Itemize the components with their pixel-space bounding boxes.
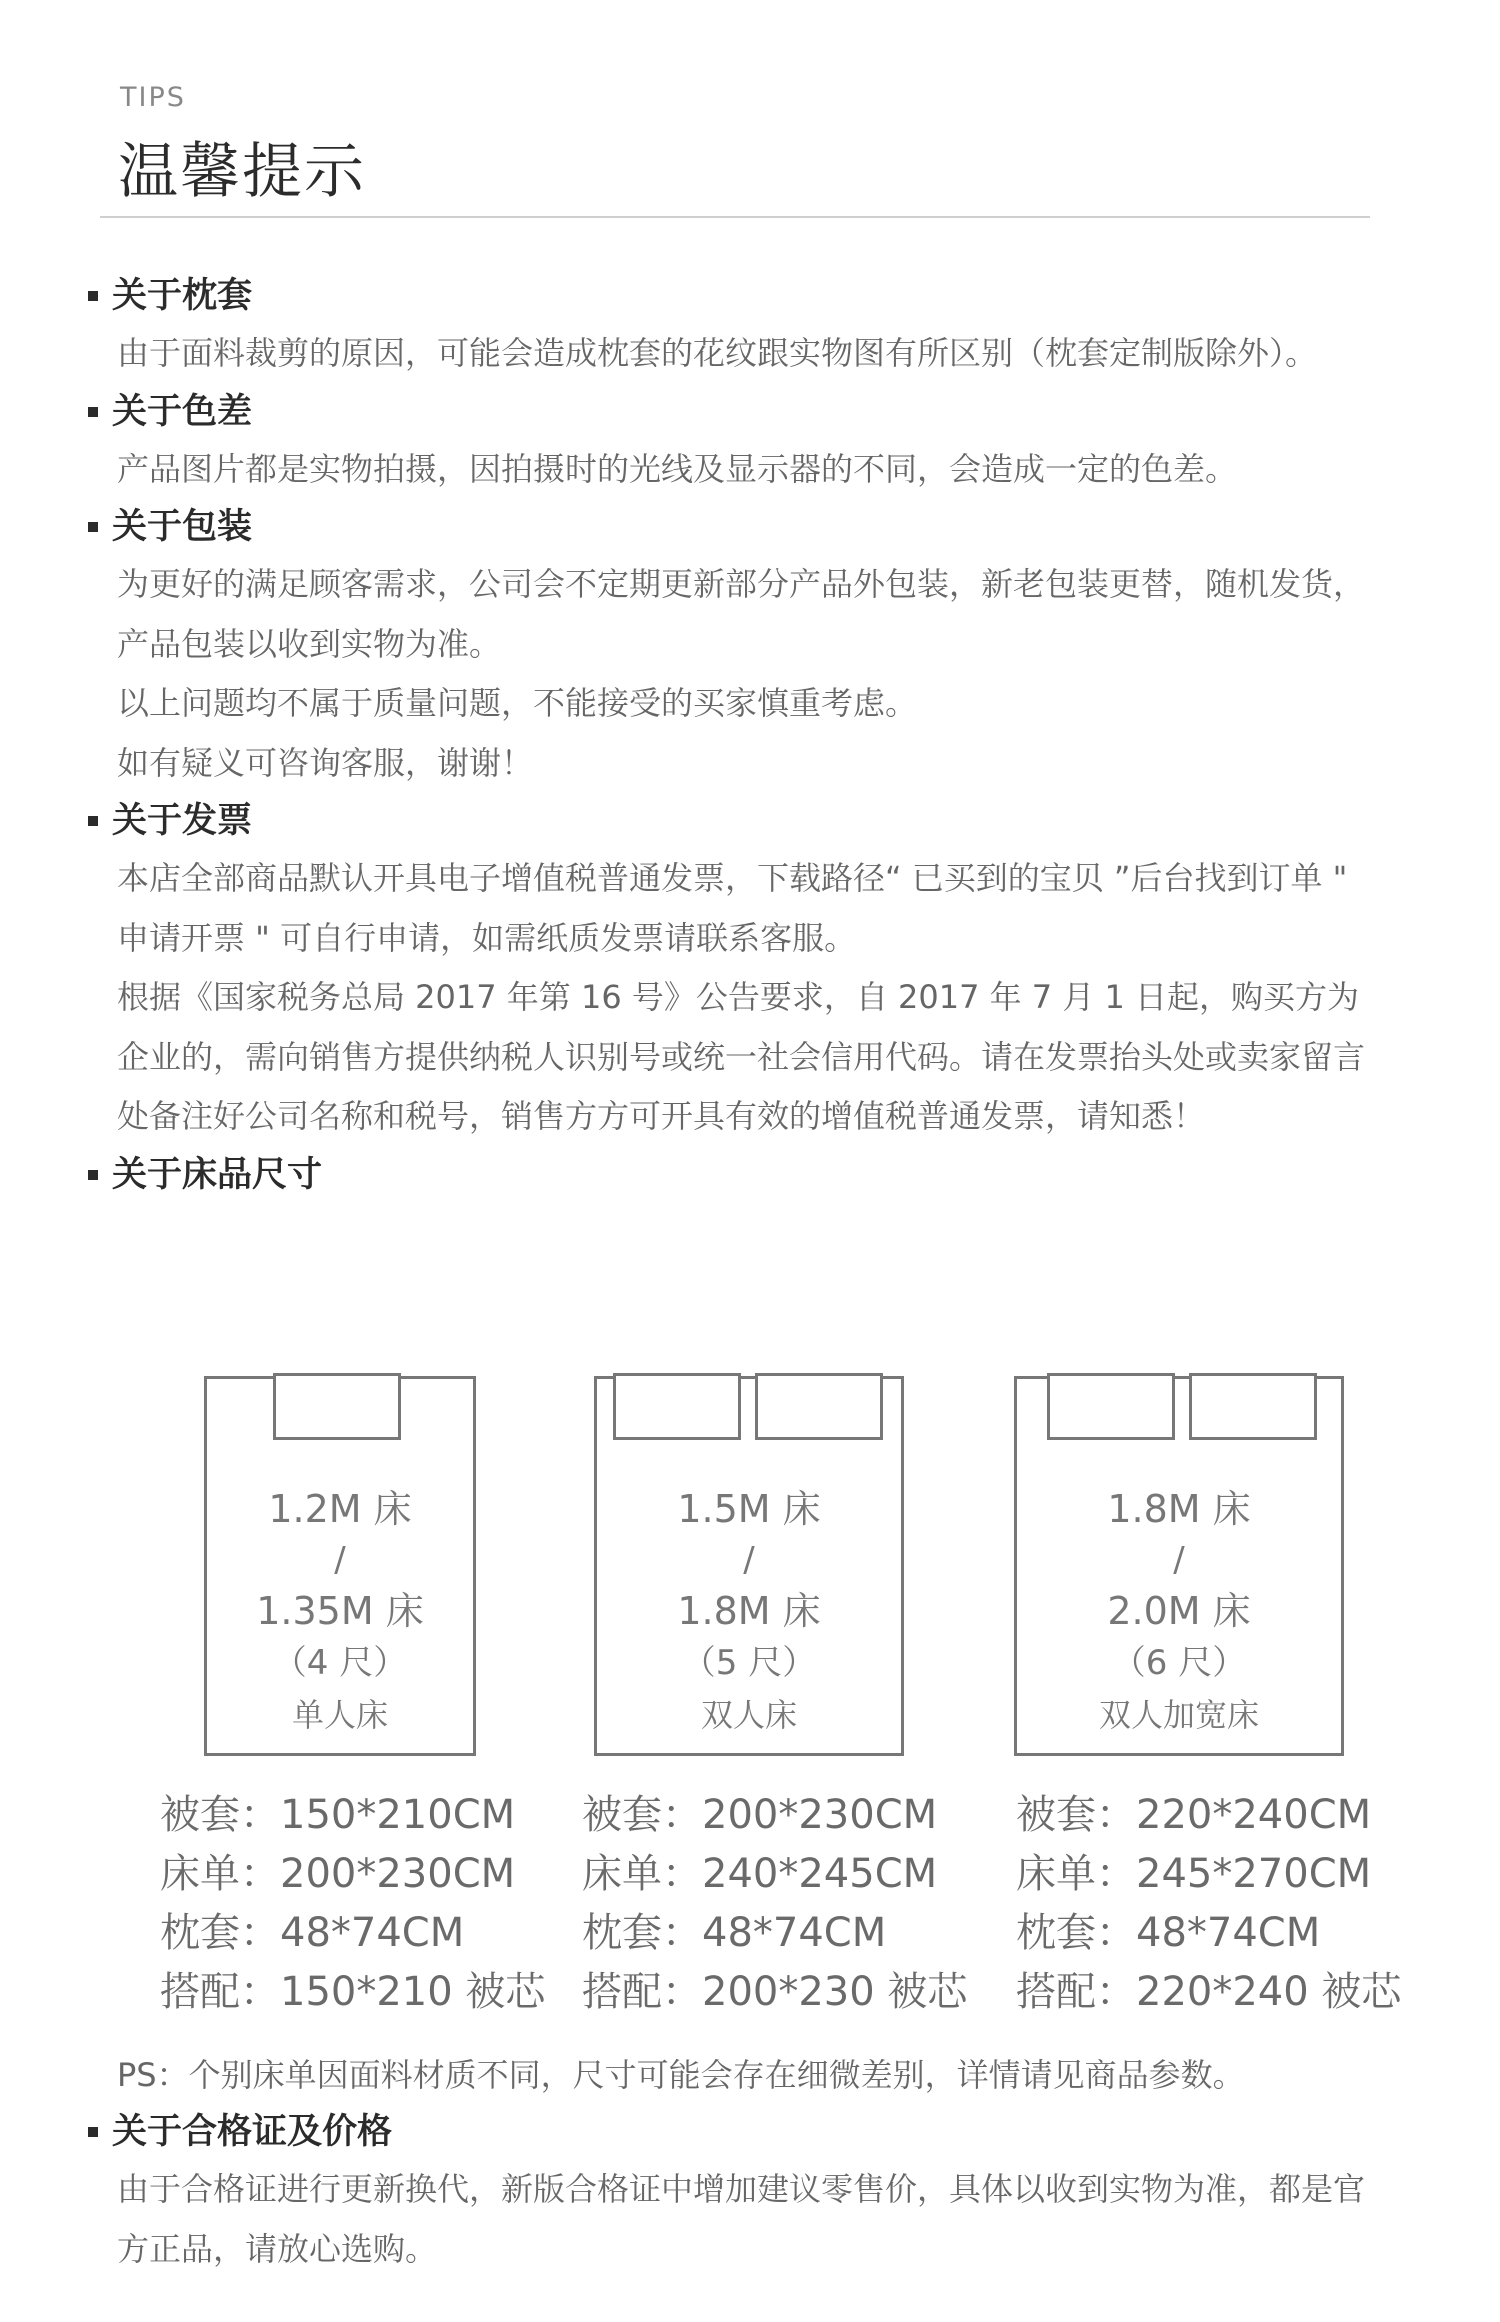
bed-type: 双人加宽床 [1098,1696,1259,1734]
bed-size: 1.5M 床 [677,1487,821,1531]
pillow-shape [1047,1373,1175,1440]
page-title: 温馨提示 [118,137,366,207]
section-paragraph: 如有疑义可咨询客服，谢谢！ [117,743,534,782]
spec-duvet: 被套：220*240CM [1016,1792,1372,1838]
section-paragraph: 由于面料裁剪的原因，可能会造成枕套的花纹跟实物图有所区别（枕套定制版除外）。 [117,334,1318,372]
bed-size-separator: / [743,1540,755,1580]
bed-spec-list [160,1786,600,2022]
section-paragraph: 本店全部商品默认开具电子增值税普通发票，下载路径“ 已买到的宝贝 ”后台找到订单 " 申请开票 " 可自行申请，如需纸质发票请联系客服。 [117,859,1348,957]
bed-spec-list [1016,1786,1456,2022]
bed-size: 1.35M 床 [256,1589,424,1633]
section-heading: 关于枕套 [112,276,253,316]
bed-feet: （5 尺） [681,1643,817,1683]
bed-diagram-single [204,1376,476,1756]
tips-english-label: TIPS [120,82,186,113]
section-paragraph: 由于合格证进行更新换代，新版合格证中增加建议零售价，具体以收到实物为准，都是官方正品，请放心选购。 [117,2170,1366,2268]
bullet-icon [88,816,98,826]
bed-type: 双人床 [700,1696,797,1734]
bed-diagram-double [594,1376,904,1756]
section-heading: 关于合格证及价格 [112,2112,393,2152]
spec-duvet: 被套：200*230CM [582,1792,938,1838]
bed-size: 1.2M 床 [268,1487,412,1531]
bullet-icon [88,522,98,532]
title-divider [100,216,1370,218]
bed-spec-list [582,1786,1022,2022]
section-heading: 关于包装 [112,507,253,547]
spec-sheet: 床单：240*245CM [582,1851,938,1897]
spec-duvet: 被套：150*210CM [160,1792,516,1838]
bed-type: 单人床 [291,1696,388,1734]
bullet-icon [88,1170,98,1180]
spec-match: 搭配：200*230 被芯 [582,1969,968,2015]
bed-size: 2.0M 床 [1107,1589,1251,1633]
section-paragraph: 根据《国家税务总局 2017 年第 16 号》公告要求，自 2017 年 7 月 1 日起，购买方为企业的，需向销售方提供纳税人识别号或统一社会信用代码。请在发票抬头处或卖家留言处备注好公司名称和税号，销售方方可开具有效的增值税普通发票，请知悉！ [117,978,1366,1135]
section-heading: 关于色差 [112,391,253,432]
tips-content [88,268,1388,1203]
section-paragraph: 产品图片都是实物拍摄，因拍摄时的光线及显示器的不同，会造成一定的色差。 [117,449,1238,488]
bullet-icon [88,2127,98,2137]
spec-pillowcase: 枕套：48*74CM [160,1910,465,1956]
size-note: PS：个别床单因面料材质不同，尺寸可能会存在细微差别，详情请见商品参数。 [117,2056,1245,2094]
bed-size-separator: / [1173,1540,1185,1580]
section-color-difference [88,384,1388,500]
spec-pillowcase: 枕套：48*74CM [582,1910,887,1956]
bed-size: 1.8M 床 [677,1589,821,1633]
section-bedding-size [88,1147,1388,1203]
bed-diagram-wide [1014,1376,1344,1756]
spec-match: 搭配：150*210 被芯 [160,1969,546,2015]
bed-feet: （4 尺） [272,1643,408,1683]
section-pillowcase [88,268,1388,384]
bullet-icon [88,407,98,417]
section-heading: 关于发票 [112,801,253,841]
section-packaging [88,499,1388,793]
spec-sheet: 床单：200*230CM [160,1851,516,1897]
section-paragraph: 以上问题均不属于质量问题，不能接受的买家慎重考虑。 [117,684,918,722]
bed-size-diagrams [150,1360,1400,2040]
bed-size-separator: / [334,1540,346,1580]
spec-pillowcase: 枕套：48*74CM [1016,1910,1321,1956]
bed-feet: （6 尺） [1111,1643,1247,1683]
pillow-shape [613,1373,741,1440]
section-certificate-price [88,2104,1388,2279]
section-paragraph: 为更好的满足顾客需求，公司会不定期更新部分产品外包装，新老包装更替，随机发货，产品包装以收到实物为准。 [117,565,1366,663]
bed-size: 1.8M 床 [1107,1487,1251,1531]
bullet-icon [88,291,98,301]
pillow-shape [273,1373,401,1440]
pillow-shape [755,1373,883,1440]
spec-match: 搭配：220*240 被芯 [1016,1969,1402,2015]
section-invoice [88,793,1388,1147]
spec-sheet: 床单：245*270CM [1016,1851,1372,1897]
pillow-shape [1189,1373,1317,1440]
section-heading: 关于床品尺寸 [112,1154,323,1195]
